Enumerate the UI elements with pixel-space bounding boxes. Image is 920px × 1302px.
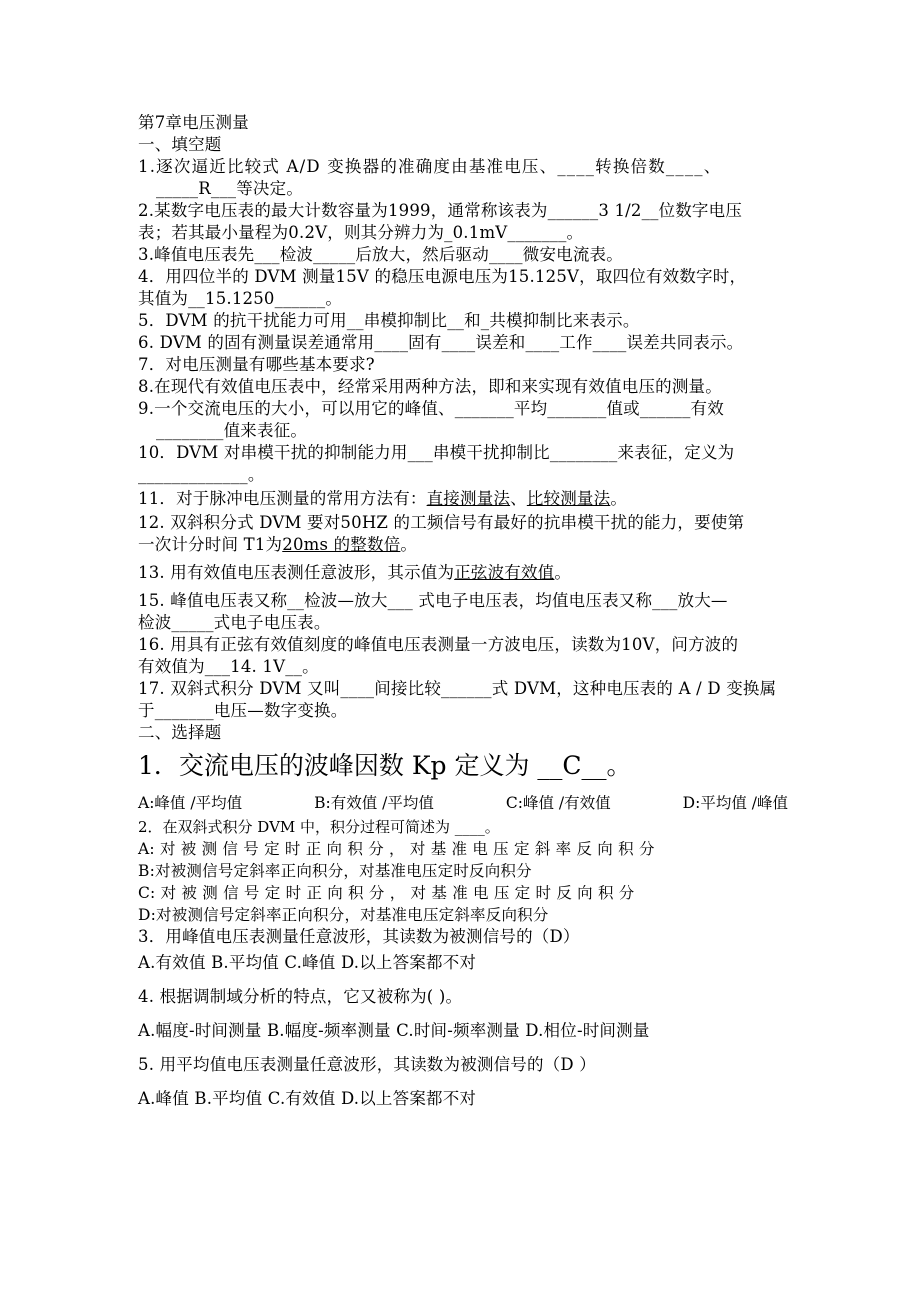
choice-q5-options: A.峰值 B.平均值 C.有效值 D.以上答案都不对 — [138, 1089, 477, 1108]
choice-q3-title: 3．用峰值电压表测量任意波形，其读数为被测信号的（D） — [138, 927, 580, 946]
q12-answer: 20ms 的整数倍 — [282, 535, 401, 554]
choice-q1-option-d: D:平均值 /峰值 — [682, 794, 788, 812]
document-page — [138, 112, 788, 1110]
choice-q4-title: 4. 根据调制域分析的特点，它又被称为( )。 — [138, 987, 463, 1006]
q2-line-2: 表；若其最小量程为0.2V，则其分辨力为_0.1mV_______。 — [138, 223, 584, 242]
q11-separator: 、 — [510, 489, 527, 508]
q4-line-1: 4．用四位半的 DVM 测量15V 的稳压电源电压为15.125V，取四位有效数字时， — [138, 267, 747, 286]
choice-q2-title: 2．在双斜式积分 DVM 中，积分过程可简述为 ____。 — [138, 818, 500, 836]
choice-q2-option-c: C: 对 被 测 信 号 定 时 正 向 积 分 ， 对 基 准 电 压 定 时 反 向 积 分 — [138, 884, 635, 902]
choice-q2-option-d: D:对被测信号定斜率正向积分，对基准电压定斜率反向积分 — [138, 906, 549, 924]
choice-q4-options: A.幅度-时间测量 B.幅度-频率测量 C.时间-频率测量 D.相位-时间测量 — [138, 1021, 650, 1040]
choice-q1-title: 1．交流电压的波峰因数 Kp 定义为 __C__。 — [138, 751, 632, 780]
choice-q1-option-a: A:峰值 /平均值 — [138, 794, 243, 812]
choice-q1-options — [138, 790, 788, 816]
q17-line-1: 17. 双斜式积分 DVM 又叫____间接比较______式 DVM，这种电压表的 A / D 变换属 — [138, 679, 777, 698]
q9-line-1: 9.一个交流电压的大小，可以用它的峰值、_______平均_______值或______有效 — [138, 399, 724, 418]
q11-prefix: 11．对于脉冲电压测量的常用方法有： — [138, 489, 427, 508]
q9-line-2: ________值来表征。 — [156, 421, 308, 440]
q4-line-2: 其值为__15.1250______。 — [138, 289, 343, 308]
q12-line-2 — [138, 534, 788, 556]
q13-prefix: 13. 用有效值电压表测任意波形，其示值为 — [138, 563, 455, 582]
q12-end: 。 — [400, 535, 418, 554]
choice-q3-options: A.有效值 B.平均值 C.峰值 D.以上答案都不对 — [138, 953, 477, 972]
choice-q5-title: 5. 用平均值电压表测量任意波形，其读数为被测信号的（D ） — [138, 1055, 596, 1074]
section-choice-title: 二、选择题 — [138, 723, 222, 742]
q3: 3.峰值电压表先___检波_____后放大，然后驱动____微安电流表。 — [138, 245, 623, 264]
q1-line-1: 1.逐次逼近比较式 A/D 变换器的准确度由基准电压、____转换倍数____、 — [138, 157, 722, 176]
q16-line-2: 有效值为___14. 1V__。 — [138, 657, 319, 676]
q11-answer-1: 直接测量法 — [426, 489, 511, 508]
q16-line-1: 16. 用具有正弦有效值刻度的峰值电压表测量一方波电压，读数为10V，问方波的 — [138, 635, 739, 654]
q13-end: 。 — [554, 563, 572, 582]
choice-q1-option-b: B:有效值 /平均值 — [314, 794, 434, 812]
q10-line-2: _____________。 — [138, 465, 265, 484]
q12-line-1: 12. 双斜积分式 DVM 要对50HZ 的工频信号有最好的抗串模干扰的能力，要使第 — [138, 513, 745, 532]
q2-line-1: 2.某数字电压表的最大计数容量为1999，通常称该表为______3 1/2__位数字电压 — [138, 201, 743, 220]
q8: 8.在现代有效值电压表中，经常采用两种方法，即和来实现有效值电压的测量。 — [138, 377, 722, 396]
q17-line-2: 于_______电压—数字变换。 — [138, 701, 348, 720]
choice-q2-option-b: B:对被测信号定斜率正向积分，对基准电压定时反向积分 — [138, 862, 532, 880]
chapter-title: 第7章电压测量 — [138, 113, 249, 132]
q1-line-2: _____R___等决定。 — [156, 179, 304, 198]
q5: 5．DVM 的抗干扰能力可用__串模抑制比__和_共模抑制比来表示。 — [138, 311, 640, 330]
q10-line-1: 10．DVM 对串模干扰的抑制能力用___串模干扰抑制比________来表征，定义为 — [138, 443, 735, 462]
q7: 7．对电压测量有哪些基本要求? — [138, 355, 375, 374]
q11-answer-2: 比较测量法 — [526, 489, 611, 508]
q13 — [138, 562, 788, 584]
q11-end: 。 — [610, 489, 628, 508]
q12-prefix: 一次计分时间 T1为 — [138, 535, 283, 554]
q15-line-2: 检波_____式电子电压表。 — [138, 613, 331, 632]
q11 — [138, 488, 788, 510]
choice-q2-option-a: A: 对 被 测 信 号 定 时 正 向 积 分 ， 对 基 准 电 压 定 斜 率 反 向 积 分 — [138, 840, 655, 858]
section-fill-blank-title: 一、填空题 — [138, 135, 222, 154]
q6: 6. DVM 的固有测量误差通常用____固有____误差和____工作____误差共同表示。 — [138, 333, 744, 352]
q15-line-1: 15. 峰值电压表又称__检波—放大___ 式电子电压表，均值电压表又称___放大— — [138, 591, 728, 610]
choice-q1-option-c: C:峰值 /有效值 — [505, 794, 611, 812]
q13-answer: 正弦波有效值 — [454, 563, 555, 582]
